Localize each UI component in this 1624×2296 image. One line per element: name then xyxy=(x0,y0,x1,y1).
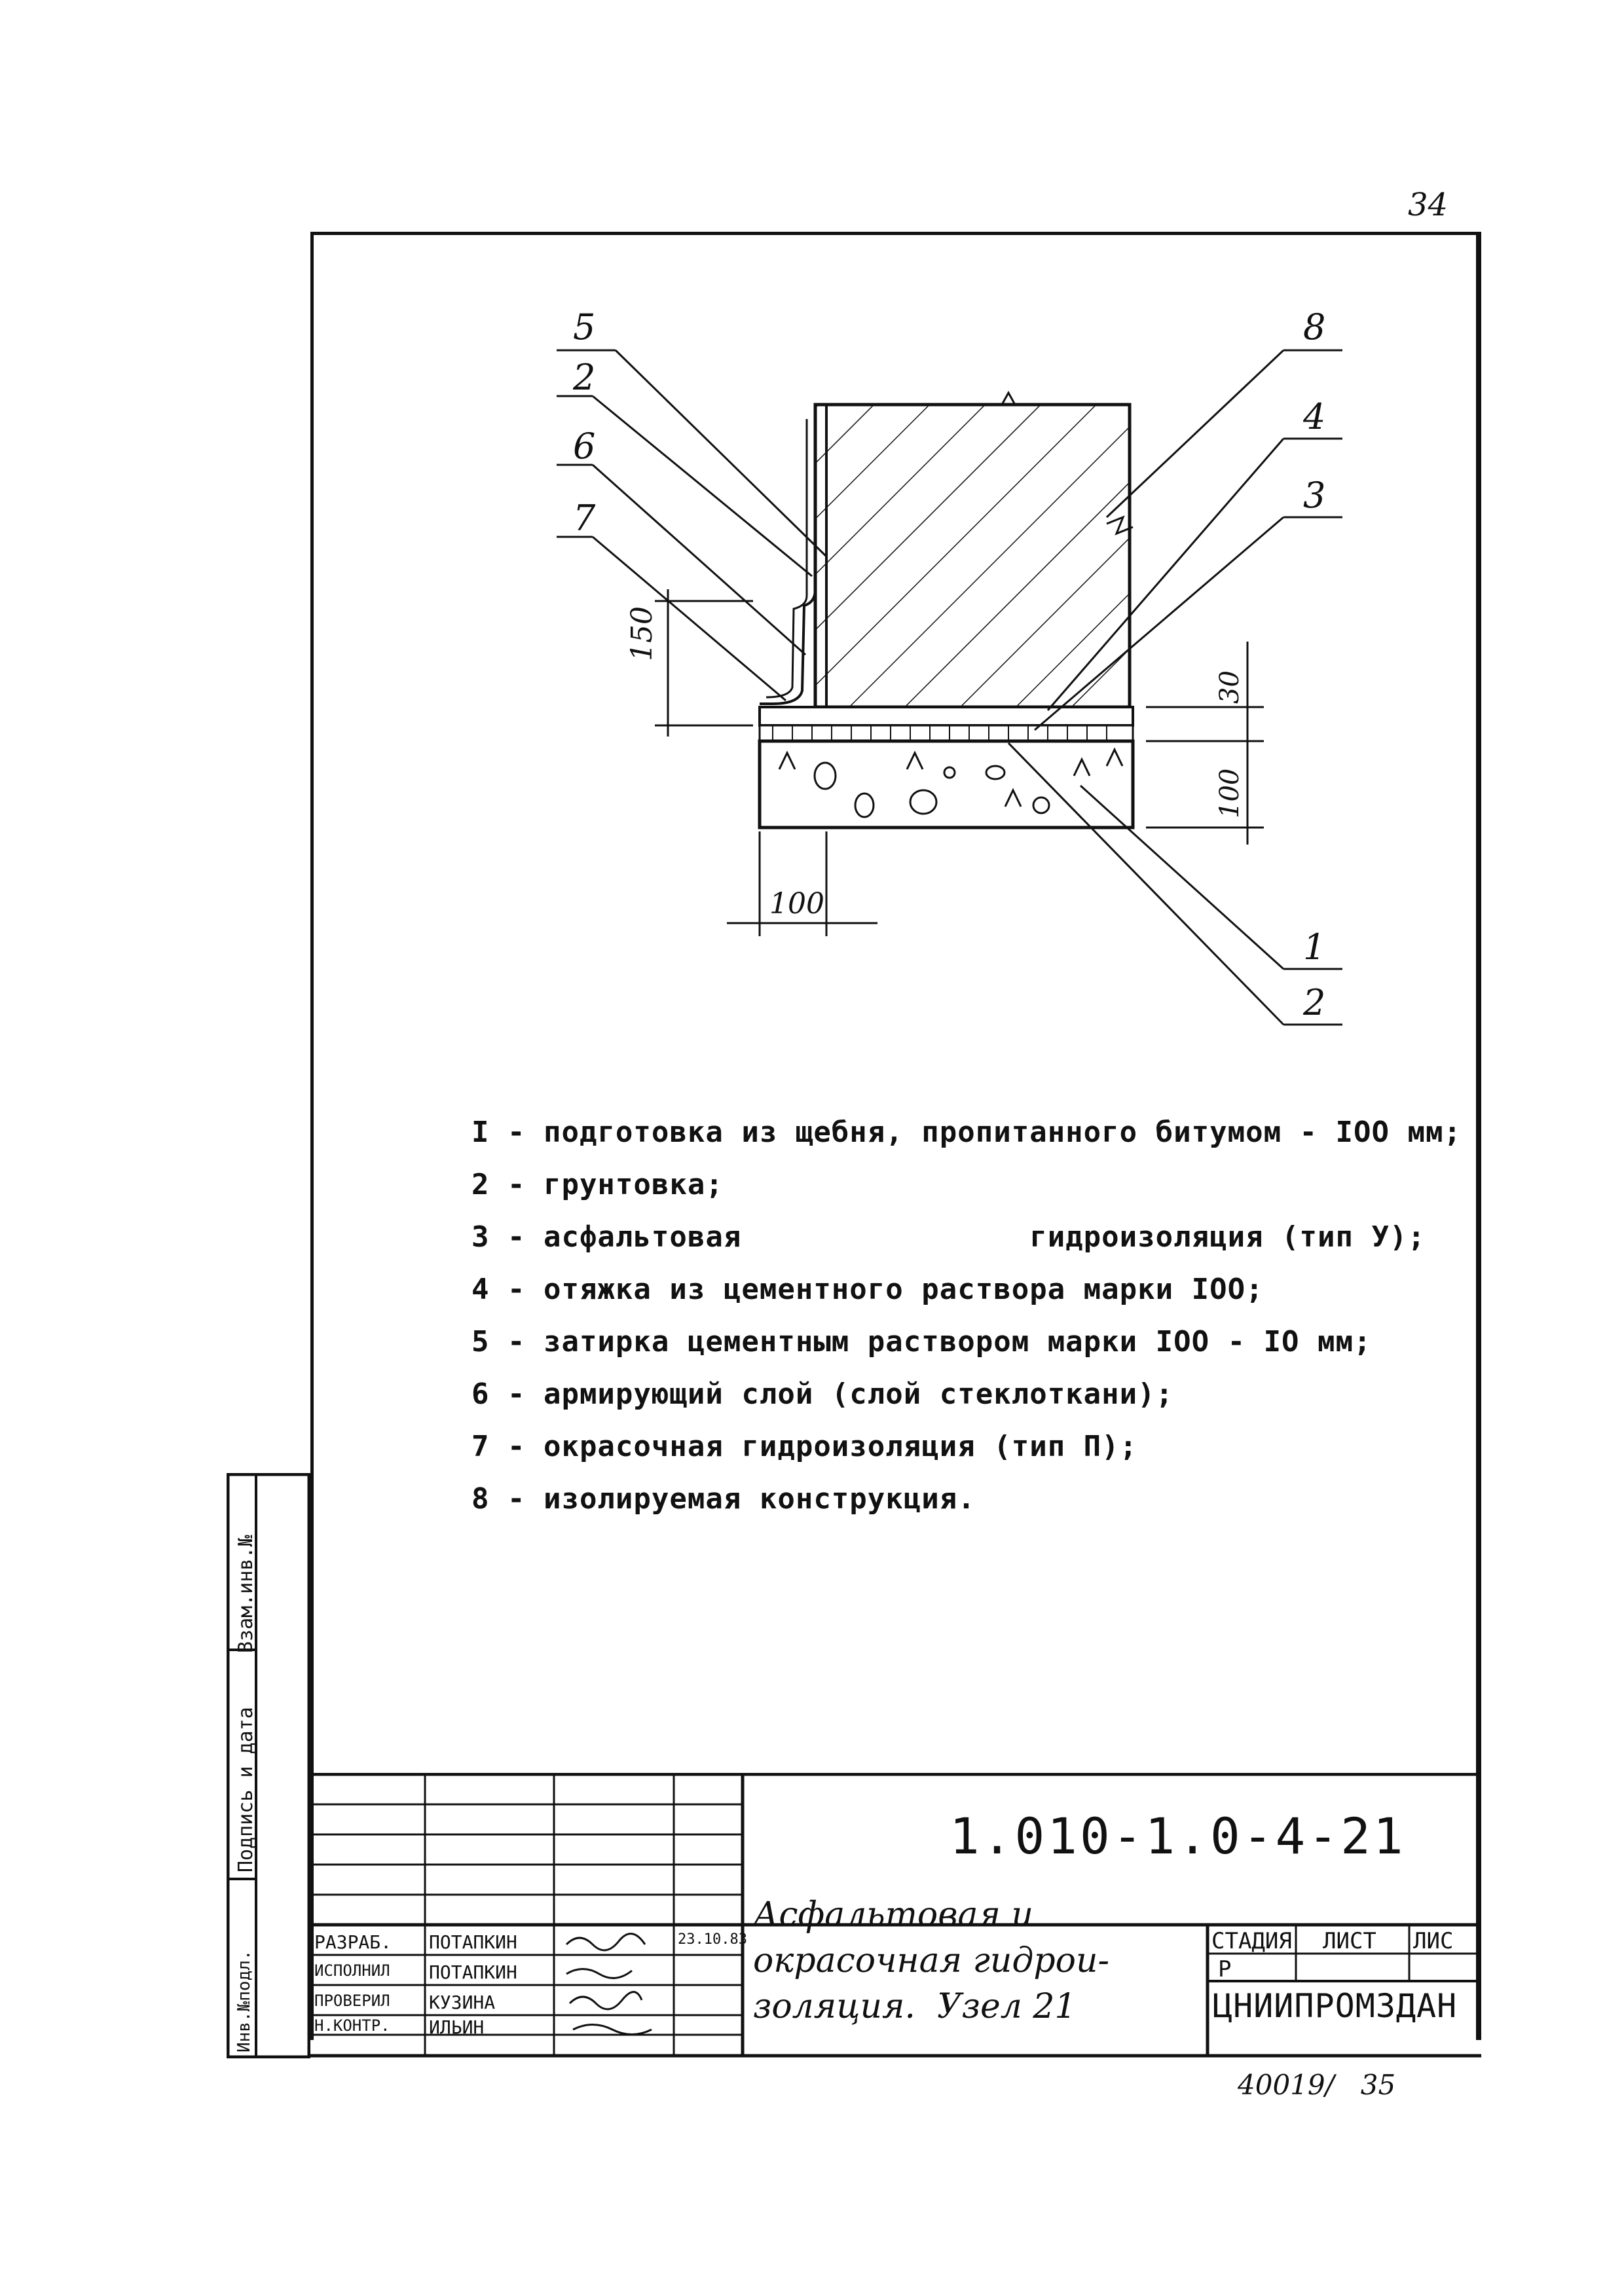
page-number: 34 xyxy=(1408,187,1449,223)
legend-item: 6 - армирующий слой (слой стеклоткани); xyxy=(471,1377,1174,1411)
stamp-replaced-inv: Взам.инв.№ xyxy=(234,1535,257,1653)
callout-8: 8 xyxy=(1303,306,1326,348)
dim-100-vertical: 100 xyxy=(1215,768,1245,818)
callout-2: 2 xyxy=(573,357,596,398)
legend-item: 5 - затирка цементным раствором марки IOO - IO мм; xyxy=(471,1325,1372,1358)
role-executor: ИСПОЛНИЛ xyxy=(314,1961,390,1980)
role-checker: ПРОВЕРИЛ xyxy=(314,1992,390,2010)
asphalt-layer xyxy=(760,725,1133,741)
sheets-label: ЛИС xyxy=(1413,1928,1454,1954)
callout-5: 5 xyxy=(573,306,596,348)
legend-item: 3 - асфальтовая гидроизоляция (тип У); xyxy=(471,1220,1426,1254)
dim-30: 30 xyxy=(1215,670,1245,704)
legend-item: 4 - отяжка из цементного раствора марки IOO; xyxy=(471,1273,1264,1306)
drawing-title xyxy=(753,1892,1109,2030)
organization-name: ЦНИИПРОМЗДАН xyxy=(1213,1987,1458,2025)
bottom-note: 40019/ 35 xyxy=(1238,2069,1396,2101)
drawing-code: 1.010-1.0-4-21 xyxy=(950,1807,1406,1865)
signature-marks xyxy=(560,1925,678,2056)
sheet-label: ЛИСТ xyxy=(1323,1928,1376,1954)
stamp-signature-date: Подпись и дата xyxy=(234,1707,257,1872)
callout-3: 3 xyxy=(1303,475,1326,516)
wall-structure xyxy=(815,405,1130,707)
dim-100-horizontal: 100 xyxy=(769,887,824,920)
drawing-title-line: окрасочная гидрои- xyxy=(753,1941,1110,1980)
callout-6: 6 xyxy=(573,426,596,467)
name-developer: ПОТАПКИН xyxy=(429,1931,517,1953)
legend-item: I - подготовка из щебня, пропитанного битумом - IOO мм; xyxy=(471,1116,1462,1149)
drawing-title-line: золяция. Узел 21 xyxy=(753,1987,1077,2026)
role-developer: РАЗРАБ. xyxy=(314,1931,392,1953)
cement-screed-layer xyxy=(760,707,1133,725)
name-norm-control: ИЛЬИН xyxy=(429,2016,485,2038)
stage-value: Р xyxy=(1218,1956,1232,1982)
legend-item: 2 - грунтовка; xyxy=(471,1168,724,1201)
date-developer: 23.10.83 xyxy=(678,1931,747,1948)
callout-1: 1 xyxy=(1303,926,1326,968)
callout-4: 4 xyxy=(1303,396,1326,437)
callout-7: 7 xyxy=(573,498,596,539)
legend-item: 7 - окрасочная гидроизоляция (тип П); xyxy=(471,1430,1138,1463)
stamp-original-inv: Инв.№подл. xyxy=(234,1950,254,2052)
name-executor: ПОТАПКИН xyxy=(429,1961,517,1983)
legend-item: 8 - изолируемая конструкция. xyxy=(471,1482,976,1516)
crushed-stone-base xyxy=(760,741,1133,828)
callout-2b: 2 xyxy=(1303,982,1326,1023)
drawing-title-line: Асфальтовая и xyxy=(753,1895,1033,1935)
name-checker: КУЗИНА xyxy=(429,1992,496,2013)
dim-150: 150 xyxy=(625,606,659,661)
stage-label: СТАДИЯ xyxy=(1211,1928,1292,1954)
role-norm-control: Н.КОНТР. xyxy=(314,2016,390,2035)
legend xyxy=(471,1106,1462,1525)
